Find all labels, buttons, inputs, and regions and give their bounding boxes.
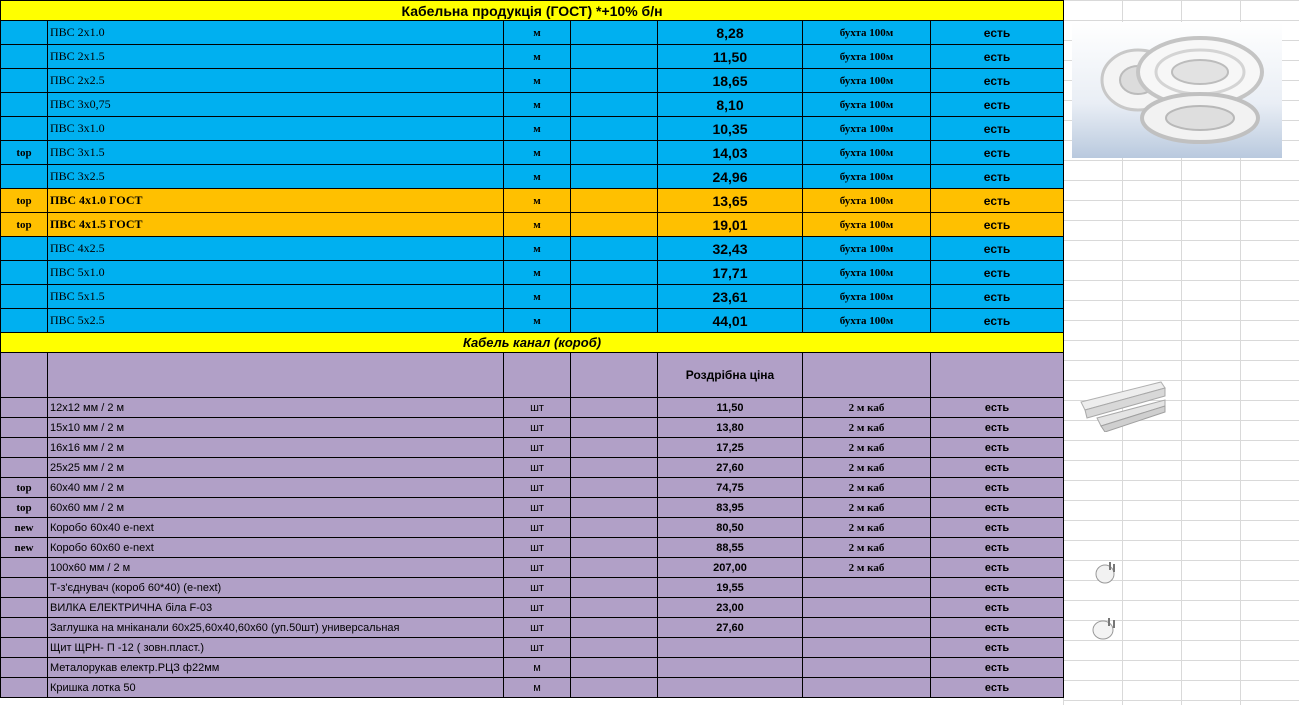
product-name-cell[interactable]: ПВС 2х1.0 [48,21,504,45]
packaging-cell[interactable]: бухта 100м [803,21,931,45]
product-name-cell[interactable]: ПВС 3х1.5 [48,141,504,165]
empty-cell[interactable] [571,558,658,578]
empty-cell[interactable] [571,309,658,333]
price-cell[interactable]: 13,65 [658,189,803,213]
channel-row [1,398,1064,418]
stock-cell[interactable]: есть [931,598,1064,618]
price-cell[interactable]: 44,01 [658,309,803,333]
stock-cell[interactable]: есть [931,141,1064,165]
empty-cell[interactable] [571,353,658,398]
unit-cell[interactable]: м [504,117,571,141]
channel-column-header-row [1,353,1064,398]
empty-cell[interactable] [571,458,658,478]
stock-cell[interactable]: есть [931,45,1064,69]
empty-cell[interactable] [571,69,658,93]
price-cell[interactable]: 11,50 [658,398,803,418]
empty-cell[interactable] [48,353,504,398]
unit-cell[interactable]: м [504,285,571,309]
packaging-cell[interactable]: бухта 100м [803,309,931,333]
packaging-cell[interactable] [803,678,931,698]
channel-row [1,498,1064,518]
unit-cell[interactable]: м [504,658,571,678]
product-name-cell[interactable]: ПВС 4х1.0 ГОСТ [48,189,504,213]
tag-cell[interactable] [1,309,48,333]
section-title[interactable]: Кабельна продукція (ГОСТ) *+10% б/н [1,1,1064,21]
packaging-cell[interactable]: 2 м каб [803,438,931,458]
product-name-cell[interactable]: ПВС 4х1.5 ГОСТ [48,213,504,237]
empty-cell[interactable] [571,418,658,438]
cable-row [1,309,1064,333]
price-cell[interactable]: 10,35 [658,117,803,141]
price-cell[interactable]: 18,65 [658,69,803,93]
packaging-cell[interactable]: бухта 100м [803,141,931,165]
product-name-cell[interactable]: 100х60 мм / 2 м [48,558,504,578]
product-name-cell[interactable]: Коробо 60х40 e-next [48,518,504,538]
tag-cell[interactable] [1,558,48,578]
product-name-cell[interactable]: Коробо 60х60 e-next [48,538,504,558]
product-name-cell[interactable]: ПВС 2х1.5 [48,45,504,69]
tag-cell[interactable] [1,578,48,598]
packaging-cell[interactable]: бухта 100м [803,69,931,93]
price-cell[interactable]: 8,10 [658,93,803,117]
cable-row [1,285,1064,309]
empty-cell[interactable] [571,598,658,618]
empty-cell[interactable] [803,353,931,398]
tag-cell[interactable] [1,261,48,285]
channel-row [1,598,1064,618]
empty-cell[interactable] [504,353,571,398]
price-cell[interactable] [658,658,803,678]
unit-cell[interactable]: шт [504,438,571,458]
product-name-cell[interactable]: ПВС 3х0,75 [48,93,504,117]
unit-cell[interactable]: м [504,213,571,237]
price-cell[interactable]: 17,71 [658,261,803,285]
channel-row [1,538,1064,558]
product-name-cell[interactable]: ПВС 5х2.5 [48,309,504,333]
cable-row [1,213,1064,237]
packaging-cell[interactable]: 2 м каб [803,418,931,438]
packaging-cell[interactable]: 2 м каб [803,538,931,558]
stock-cell[interactable]: есть [931,618,1064,638]
tag-cell[interactable]: top [1,189,48,213]
empty-cell[interactable] [931,353,1064,398]
channel-row [1,518,1064,538]
cable-row [1,261,1064,285]
unit-cell[interactable]: шт [504,558,571,578]
stock-cell[interactable]: есть [931,189,1064,213]
cable-channel-image [1079,380,1167,432]
channel-row [1,618,1064,638]
stock-cell[interactable]: есть [931,237,1064,261]
stock-cell[interactable]: есть [931,285,1064,309]
cable-coil-image [1072,22,1282,158]
packaging-cell[interactable] [803,618,931,638]
empty-cell[interactable] [571,21,658,45]
packaging-cell[interactable]: бухта 100м [803,45,931,69]
price-cell[interactable] [658,638,803,658]
channel-row [1,418,1064,438]
empty-cell[interactable] [571,117,658,141]
channel-row [1,638,1064,658]
price-cell[interactable]: 207,00 [658,558,803,578]
tag-cell[interactable] [1,21,48,45]
unit-cell[interactable]: м [504,69,571,93]
section-title[interactable]: Кабель канал (короб) [1,333,1064,353]
stock-cell[interactable]: есть [931,578,1064,598]
packaging-cell[interactable]: бухта 100м [803,189,931,213]
product-name-cell[interactable]: Металорукав електр.РЦЗ ф22мм [48,658,504,678]
packaging-cell[interactable]: 2 м каб [803,458,931,478]
price-cell[interactable]: 14,03 [658,141,803,165]
empty-cell[interactable] [571,237,658,261]
stock-cell[interactable]: есть [931,538,1064,558]
stock-cell[interactable]: есть [931,518,1064,538]
tag-cell[interactable] [1,285,48,309]
unit-cell[interactable]: м [504,21,571,45]
product-name-cell[interactable]: 15х10 мм / 2 м [48,418,504,438]
unit-cell[interactable]: м [504,237,571,261]
empty-cell[interactable] [571,165,658,189]
price-cell[interactable]: 23,00 [658,598,803,618]
stock-cell[interactable]: есть [931,213,1064,237]
product-name-cell[interactable]: 16х16 мм / 2 м [48,438,504,458]
empty-cell[interactable] [571,189,658,213]
stock-cell[interactable]: есть [931,309,1064,333]
empty-cell[interactable] [571,538,658,558]
stock-cell[interactable]: есть [931,261,1064,285]
cable-row [1,141,1064,165]
price-cell[interactable]: 17,25 [658,438,803,458]
unit-cell[interactable]: м [504,141,571,165]
price-cell[interactable]: 23,61 [658,285,803,309]
price-cell[interactable]: 32,43 [658,237,803,261]
empty-cell[interactable] [1,353,48,398]
tag-cell[interactable]: top [1,498,48,518]
tag-cell[interactable]: new [1,538,48,558]
packaging-cell[interactable] [803,638,931,658]
empty-cell[interactable] [571,638,658,658]
product-name-cell[interactable]: ПВС 3х2.5 [48,165,504,189]
stock-cell[interactable]: есть [931,165,1064,189]
product-name-cell[interactable]: ПВС 4х2.5 [48,237,504,261]
product-name-cell[interactable]: Т-з'єднувач (короб 60*40) (e-next) [48,578,504,598]
stock-cell[interactable]: есть [931,438,1064,458]
price-cell[interactable]: 88,55 [658,538,803,558]
packaging-cell[interactable]: 2 м каб [803,518,931,538]
product-name-cell[interactable]: Кришка лотка 50 [48,678,504,698]
price-cell[interactable]: 27,60 [658,618,803,638]
cable-row [1,93,1064,117]
product-name-cell[interactable]: 25х25 мм / 2 м [48,458,504,478]
tag-cell[interactable] [1,93,48,117]
channel-row [1,458,1064,478]
channel-row [1,438,1064,458]
electric-plug-image [1091,558,1121,588]
unit-cell[interactable]: шт [504,418,571,438]
tag-cell[interactable] [1,678,48,698]
price-cell[interactable]: 74,75 [658,478,803,498]
packaging-cell[interactable]: 2 м каб [803,478,931,498]
unit-cell[interactable]: м [504,261,571,285]
unit-cell[interactable]: м [504,189,571,213]
empty-cell[interactable] [571,93,658,117]
tag-cell[interactable] [1,237,48,261]
product-name-cell[interactable]: Заглушка на мніканали 60х25,60х40,60х60 (уп.50шт) универсальная [48,618,504,638]
stock-cell[interactable]: есть [931,638,1064,658]
product-name-cell[interactable]: 60х60 мм / 2 м [48,498,504,518]
tag-cell[interactable] [1,165,48,189]
cable-row [1,21,1064,45]
empty-cell[interactable] [571,658,658,678]
empty-cell[interactable] [571,438,658,458]
price-cell[interactable]: 11,50 [658,45,803,69]
section-header-channel [1,333,1064,353]
price-cell[interactable]: 13,80 [658,418,803,438]
product-name-cell[interactable]: ПВС 5х1.0 [48,261,504,285]
packaging-cell[interactable] [803,598,931,618]
stock-cell[interactable]: есть [931,398,1064,418]
packaging-cell[interactable] [803,578,931,598]
channel-row [1,558,1064,578]
tag-cell[interactable]: top [1,478,48,498]
price-cell[interactable] [658,678,803,698]
tag-cell[interactable]: top [1,141,48,165]
tag-cell[interactable] [1,598,48,618]
stock-cell[interactable]: есть [931,69,1064,93]
stock-cell[interactable]: есть [931,678,1064,698]
stock-cell[interactable]: есть [931,498,1064,518]
packaging-cell[interactable] [803,658,931,678]
product-name-cell[interactable]: ПВС 3х1.0 [48,117,504,141]
product-name-cell[interactable]: ПВС 2х2.5 [48,69,504,93]
packaging-cell[interactable]: 2 м каб [803,398,931,418]
cable-row [1,117,1064,141]
packaging-cell[interactable]: 2 м каб [803,558,931,578]
unit-cell[interactable]: шт [504,538,571,558]
product-name-cell[interactable]: 12х12 мм / 2 м [48,398,504,418]
product-name-cell[interactable]: ПВС 5х1.5 [48,285,504,309]
stock-cell[interactable]: есть [931,93,1064,117]
empty-cell[interactable] [571,498,658,518]
unit-cell[interactable]: м [504,45,571,69]
empty-cell[interactable] [571,141,658,165]
packaging-cell[interactable]: 2 м каб [803,498,931,518]
tag-cell[interactable] [1,69,48,93]
cable-row [1,45,1064,69]
packaging-cell[interactable]: бухта 100м [803,93,931,117]
cable-row [1,189,1064,213]
empty-cell[interactable] [571,518,658,538]
product-name-cell[interactable]: 60х40 мм / 2 м [48,478,504,498]
cable-row [1,237,1064,261]
tag-cell[interactable]: top [1,213,48,237]
tag-cell[interactable] [1,438,48,458]
stock-cell[interactable]: есть [931,21,1064,45]
packaging-cell[interactable]: бухта 100м [803,261,931,285]
unit-cell[interactable]: м [504,165,571,189]
cable-row [1,165,1064,189]
packaging-cell[interactable]: бухта 100м [803,165,931,189]
price-cell[interactable]: 27,60 [658,458,803,478]
product-name-cell[interactable]: Щит ЩРН- П -12 ( зовн.пласт.) [48,638,504,658]
unit-cell[interactable]: шт [504,638,571,658]
price-cell[interactable]: 24,96 [658,165,803,189]
unit-cell[interactable]: шт [504,498,571,518]
packaging-cell[interactable]: бухта 100м [803,237,931,261]
unit-cell[interactable]: шт [504,398,571,418]
unit-cell[interactable]: м [504,678,571,698]
tag-cell[interactable] [1,418,48,438]
empty-cell[interactable] [571,261,658,285]
price-cell[interactable]: 80,50 [658,518,803,538]
price-cell[interactable]: 19,55 [658,578,803,598]
unit-cell[interactable]: м [504,93,571,117]
plug-cap-image [1088,612,1122,644]
stock-cell[interactable]: есть [931,117,1064,141]
unit-cell[interactable]: шт [504,578,571,598]
stock-cell[interactable]: есть [931,418,1064,438]
packaging-cell[interactable]: бухта 100м [803,285,931,309]
empty-cell[interactable] [571,578,658,598]
stock-cell[interactable]: есть [931,558,1064,578]
tag-cell[interactable] [1,658,48,678]
unit-cell[interactable]: шт [504,618,571,638]
empty-cell[interactable] [571,618,658,638]
cable-row [1,69,1064,93]
tag-cell[interactable] [1,398,48,418]
empty-cell[interactable] [571,213,658,237]
stock-cell[interactable]: есть [931,658,1064,678]
channel-row [1,658,1064,678]
channel-row [1,678,1064,698]
retail-price-header[interactable]: Роздрібна ціна [658,353,803,398]
section-header-cable [1,1,1064,21]
price-cell[interactable]: 19,01 [658,213,803,237]
tag-cell[interactable] [1,638,48,658]
unit-cell[interactable]: шт [504,518,571,538]
unit-cell[interactable]: шт [504,458,571,478]
stock-cell[interactable]: есть [931,478,1064,498]
price-cell[interactable]: 83,95 [658,498,803,518]
tag-cell[interactable] [1,117,48,141]
tag-cell[interactable] [1,458,48,478]
tag-cell[interactable]: new [1,518,48,538]
empty-cell[interactable] [571,678,658,698]
tag-cell[interactable] [1,618,48,638]
unit-cell[interactable]: м [504,309,571,333]
tag-cell[interactable] [1,45,48,69]
empty-cell[interactable] [571,478,658,498]
unit-cell[interactable]: шт [504,598,571,618]
empty-cell[interactable] [571,45,658,69]
stock-cell[interactable]: есть [931,458,1064,478]
channel-row [1,478,1064,498]
empty-cell[interactable] [571,285,658,309]
unit-cell[interactable]: шт [504,478,571,498]
packaging-cell[interactable]: бухта 100м [803,213,931,237]
price-cell[interactable]: 8,28 [658,21,803,45]
packaging-cell[interactable]: бухта 100м [803,117,931,141]
channel-row [1,578,1064,598]
empty-cell[interactable] [571,398,658,418]
product-name-cell[interactable]: ВИЛКА ЕЛЕКТРИЧНА біла F-03 [48,598,504,618]
